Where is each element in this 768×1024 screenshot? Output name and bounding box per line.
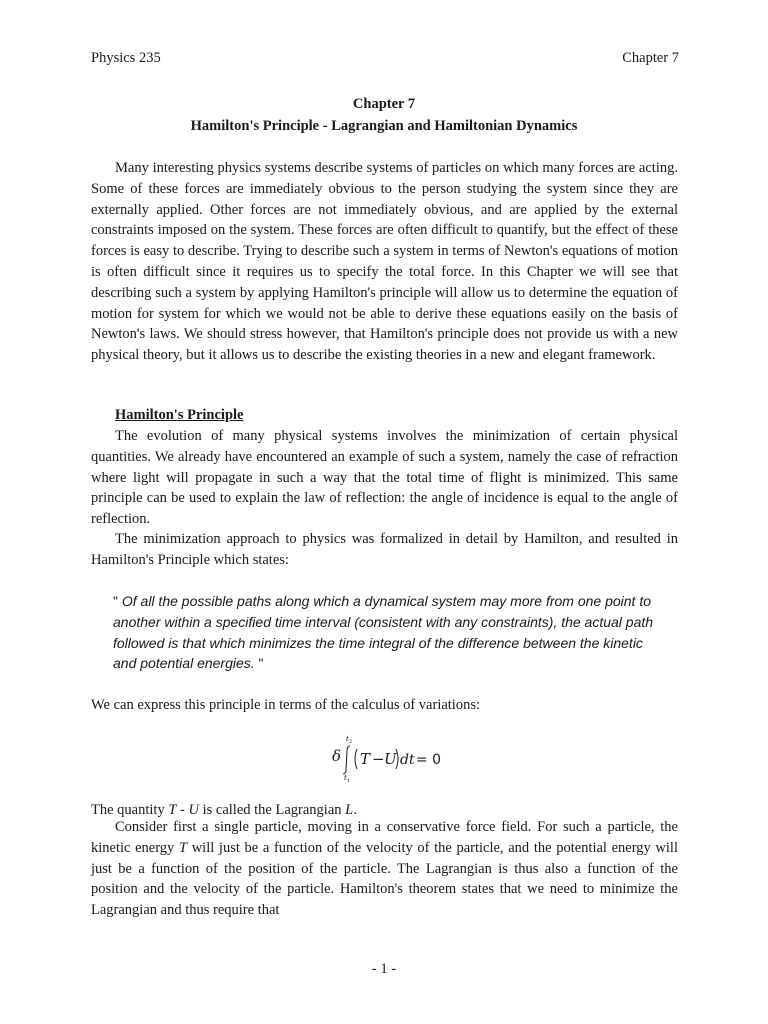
evolution-paragraph: The evolution of many physical systems involves the minimization of certain physical quantities. We already have encountered an example of such a system, namely the case of refraction where light will propagate in such a way that the total time of flight is minimized. This same principle can be used to explain the law of reflection: the angle of incidence is equal to the angle of reflection. xyxy=(91,428,678,528)
eq-T: T xyxy=(360,750,371,768)
header-chapter: Chapter 7 xyxy=(622,50,679,66)
minimization-paragraph: The minimization approach to physics was formalized in detail by Hamilton, and resulted in Hamilton's Principle which states: xyxy=(91,531,678,568)
lag-end: . xyxy=(353,802,357,818)
eq-upper-sub: 2 xyxy=(349,739,353,745)
lag-prefix: The quantity xyxy=(91,802,169,818)
eq-lower-limit: t xyxy=(344,774,347,782)
eq-minus: − xyxy=(372,750,385,768)
hamilton-quote xyxy=(113,591,658,674)
chapter-title: Chapter 7 xyxy=(352,96,416,112)
eq-lower-sub: 1 xyxy=(347,778,351,783)
calculus-line: We can express this principle in terms of the calculus of variations: xyxy=(91,697,481,713)
single-particle-part2: will just be a function of the velocity of the particle, and the potential energy will just be a function of the position of the particle. The Lagrangian is thus also a function of the position and the velocity of the particle. Hamilton's theorem states that we need to minimize the Lagrangian and thus require that xyxy=(91,839,678,919)
lag-T: T xyxy=(168,802,177,818)
eq-upper-limit: t xyxy=(346,735,349,743)
intro-paragraph: Many interesting physics systems describe systems of particles on which many forces are acting. Some of these forces are immediately obvious to the person studying the system since they are externally applied. Other forces are not immediately obvious, and are applied by the external constraints imposed on the system. These forces are often difficult to quantify, but the effect of these forces is easy to describe. Trying to describe such a system in terms of Newton's equations of motion is often difficult since it requires us to specify the total force. In this Chapter we will see that describing such a system by applying Hamilton's principle will allow us to determine the equation of motion for system for which we would not be able to derive these equations easily on the basis of Newton's laws. We should stress however, that Hamilton's principle does not provide us with a new physical theory, but it allows us to describe the existing theories in a new and elegant framework. xyxy=(91,160,678,364)
lag-suffix: is called the Lagrangian xyxy=(198,802,346,818)
single-particle-T: T xyxy=(178,839,188,856)
eq-U: U xyxy=(384,750,397,768)
lag-U: U xyxy=(188,802,199,818)
page-number: - 1 - xyxy=(371,961,397,977)
eq-delta: δ xyxy=(332,747,342,765)
section-heading: Hamilton's Principle xyxy=(115,407,244,423)
quote-open-mark: " xyxy=(113,593,122,609)
eq-integral-sign xyxy=(343,746,350,774)
chapter-subtitle: Hamilton's Principle - Lagrangian and Hamiltonian Dynamics xyxy=(190,118,578,134)
eq-dt: dt xyxy=(400,752,415,768)
lag-L: L xyxy=(345,802,354,818)
header-course: Physics 235 xyxy=(91,50,161,66)
single-particle-paragraph xyxy=(91,817,678,921)
action-integral-equation xyxy=(332,733,442,783)
single-particle-part1: Consider first a single particle, moving in a conservative force field. For such a particle, the kinetic energy xyxy=(91,819,678,856)
eq-left-paren xyxy=(355,749,357,769)
eq-equals-zero: = 0 xyxy=(416,752,442,768)
quote-text: Of all the possible paths along which a dynamical system may more from one point to another within a specified time interval (consistent with any constraints), the actual path followed is that which minimizes the time integral of the difference between the kinetic and potential energies. xyxy=(113,593,654,672)
quote-close-mark: " xyxy=(254,655,264,672)
lag-mid: - xyxy=(176,802,189,818)
